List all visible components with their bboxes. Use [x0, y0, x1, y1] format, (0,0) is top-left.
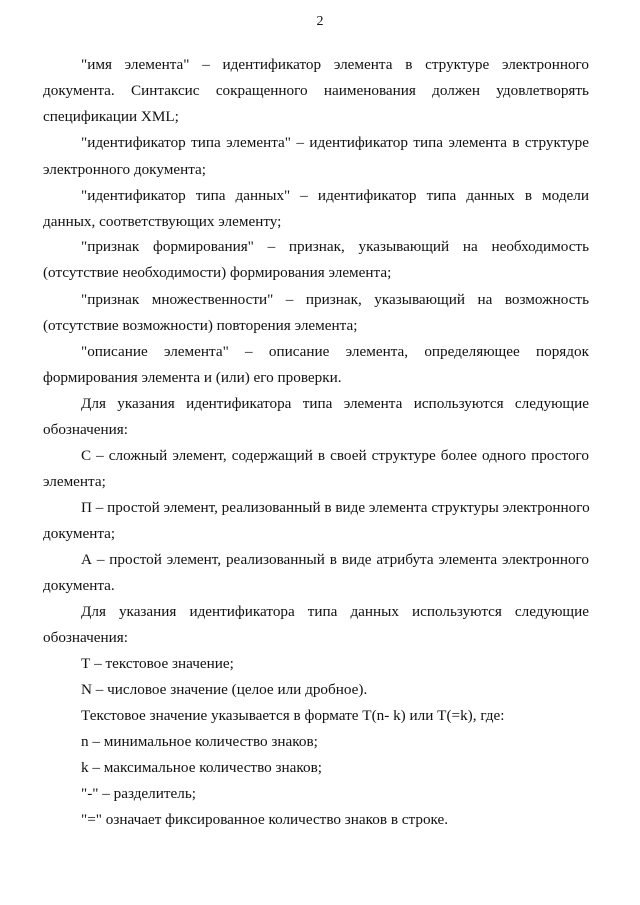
text-line: обозначения: [43, 421, 129, 438]
text-line: "идентификатор типа элемента" – идентификатор типа элемента в структуре [81, 134, 589, 151]
text-line: документа. Синтаксис сокращенного наименования должен удовлетворять [43, 82, 589, 99]
text-line: Т – текстовое значение; [81, 655, 234, 672]
text-line: (отсутствие необходимости) формирования элемента; [43, 264, 392, 281]
text-line: (отсутствие возможности) повторения элемента; [43, 317, 358, 334]
text-line: k – максимальное количество знаков; [81, 759, 322, 776]
text-line: документа; [43, 525, 116, 542]
text-line: данных, соответствующих элементу; [43, 213, 282, 230]
page-number: 2 [316, 14, 324, 29]
text-line: "описание элемента" – описание элемента, определяющее порядок [81, 343, 589, 360]
text-line: N – числовое значение (целое или дробное). [81, 681, 368, 698]
text-line: электронного документа; [43, 161, 206, 178]
text-line: А – простой элемент, реализованный в виде атрибута элемента электронного [81, 551, 589, 568]
text-line: "идентификатор типа данных" – идентификатор типа данных в модели [81, 187, 589, 204]
text-line: обозначения: [43, 629, 129, 646]
text-line: "имя элемента" – идентификатор элемента в структуре электронного [81, 56, 589, 73]
text-line: "=" означает фиксированное количество знаков в строке. [81, 811, 449, 828]
text-line: Текстовое значение указывается в формате T(n- k) или T(=k), где: [81, 707, 505, 724]
text-line: "-" – разделитель; [81, 785, 196, 802]
text-line: "признак формирования" – признак, указывающий на необходимость [81, 238, 589, 255]
text-line: С – сложный элемент, содержащий в своей структуре более одного простого [81, 447, 589, 464]
text-line: спецификации XML; [43, 108, 179, 125]
text-line: Для указания идентификатора типа элемента используются следующие [81, 395, 589, 412]
text-line: документа. [43, 577, 115, 594]
text-line: Для указания идентификатора типа данных используются следующие [81, 603, 589, 620]
text-line: n – минимальное количество знаков; [81, 733, 318, 750]
text-line: элемента; [43, 473, 106, 490]
text-line: П – простой элемент, реализованный в виде элемента структуры электронного [81, 499, 590, 516]
text-line: "признак множественности" – признак, указывающий на возможность [81, 291, 589, 308]
text-line: формирования элемента и (или) его проверки. [43, 369, 342, 386]
